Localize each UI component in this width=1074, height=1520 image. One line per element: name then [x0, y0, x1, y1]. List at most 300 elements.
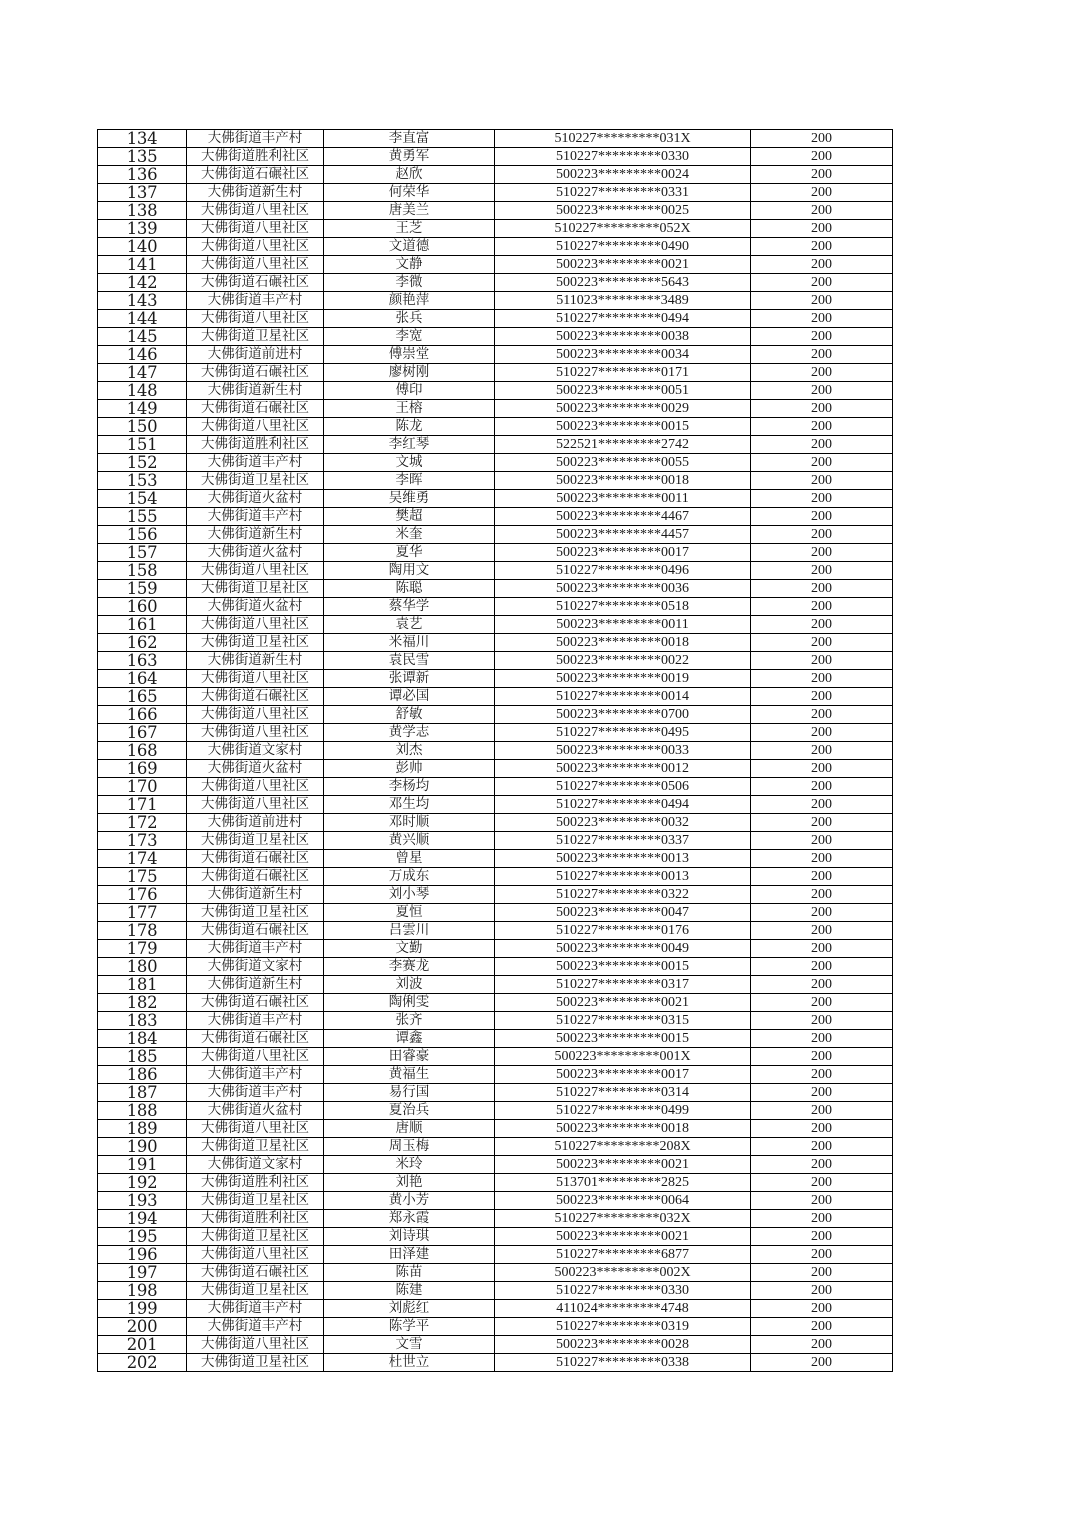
name-cell: 唐顺	[324, 1120, 495, 1138]
community-cell: 大佛街道丰产村	[187, 454, 324, 472]
row-number-cell: 166	[98, 706, 187, 724]
amount-cell: 200	[751, 508, 893, 526]
table-row	[98, 184, 893, 202]
table-row	[98, 796, 893, 814]
id-number-cell: 510227*********0331	[495, 184, 751, 202]
community-cell: 大佛街道新生村	[187, 976, 324, 994]
id-number-cell: 500223*********0018	[495, 1120, 751, 1138]
row-number-cell: 164	[98, 670, 187, 688]
table-row	[98, 454, 893, 472]
amount-cell: 200	[751, 184, 893, 202]
name-cell: 米福川	[324, 634, 495, 652]
row-number-cell: 202	[98, 1354, 187, 1372]
amount-cell: 200	[751, 598, 893, 616]
row-number-cell: 160	[98, 598, 187, 616]
id-number-cell: 500223*********0700	[495, 706, 751, 724]
row-number-cell: 193	[98, 1192, 187, 1210]
row-number-cell: 136	[98, 166, 187, 184]
name-cell: 吕雲川	[324, 922, 495, 940]
amount-cell: 200	[751, 1300, 893, 1318]
id-number-cell: 510227*********0337	[495, 832, 751, 850]
name-cell: 唐美兰	[324, 202, 495, 220]
table-row	[98, 652, 893, 670]
community-cell: 大佛街道石碾社区	[187, 1264, 324, 1282]
name-cell: 刘艳	[324, 1174, 495, 1192]
row-number-cell: 176	[98, 886, 187, 904]
community-cell: 大佛街道卫星社区	[187, 1228, 324, 1246]
community-cell: 大佛街道卫星社区	[187, 1192, 324, 1210]
id-number-cell: 510227*********0338	[495, 1354, 751, 1372]
name-cell: 陶用文	[324, 562, 495, 580]
community-cell: 大佛街道石碾社区	[187, 994, 324, 1012]
name-cell: 袁民雪	[324, 652, 495, 670]
amount-cell: 200	[751, 634, 893, 652]
name-cell: 李杨均	[324, 778, 495, 796]
row-number-cell: 146	[98, 346, 187, 364]
community-cell: 大佛街道石碾社区	[187, 166, 324, 184]
name-cell: 田睿豪	[324, 1048, 495, 1066]
name-cell: 黄福生	[324, 1066, 495, 1084]
table-row	[98, 922, 893, 940]
amount-cell: 200	[751, 274, 893, 292]
amount-cell: 200	[751, 472, 893, 490]
table-row	[98, 742, 893, 760]
amount-cell: 200	[751, 1030, 893, 1048]
community-cell: 大佛街道八里社区	[187, 670, 324, 688]
community-cell: 大佛街道火盆村	[187, 760, 324, 778]
name-cell: 陈聪	[324, 580, 495, 598]
name-cell: 夏恒	[324, 904, 495, 922]
name-cell: 陶俐雯	[324, 994, 495, 1012]
community-cell: 大佛街道丰产村	[187, 1318, 324, 1336]
row-number-cell: 173	[98, 832, 187, 850]
id-number-cell: 500223*********0051	[495, 382, 751, 400]
table-row	[98, 1192, 893, 1210]
id-number-cell: 500223*********0024	[495, 166, 751, 184]
table-row	[98, 1228, 893, 1246]
name-cell: 黄学志	[324, 724, 495, 742]
row-number-cell: 191	[98, 1156, 187, 1174]
name-cell: 文城	[324, 454, 495, 472]
amount-cell: 200	[751, 1228, 893, 1246]
amount-cell: 200	[751, 526, 893, 544]
amount-cell: 200	[751, 814, 893, 832]
name-cell: 樊超	[324, 508, 495, 526]
community-cell: 大佛街道八里社区	[187, 310, 324, 328]
table-row	[98, 292, 893, 310]
name-cell: 王榕	[324, 400, 495, 418]
amount-cell: 200	[751, 310, 893, 328]
data-table	[97, 129, 893, 1372]
name-cell: 夏华	[324, 544, 495, 562]
row-number-cell: 143	[98, 292, 187, 310]
community-cell: 大佛街道八里社区	[187, 1336, 324, 1354]
name-cell: 刘小琴	[324, 886, 495, 904]
id-number-cell: 510227*********0176	[495, 922, 751, 940]
amount-cell: 200	[751, 436, 893, 454]
name-cell: 袁艺	[324, 616, 495, 634]
table-row	[98, 958, 893, 976]
table-row	[98, 850, 893, 868]
table-row	[98, 400, 893, 418]
amount-cell: 200	[751, 1210, 893, 1228]
row-number-cell: 161	[98, 616, 187, 634]
name-cell: 陈苗	[324, 1264, 495, 1282]
community-cell: 大佛街道八里社区	[187, 1048, 324, 1066]
amount-cell: 200	[751, 976, 893, 994]
community-cell: 大佛街道八里社区	[187, 562, 324, 580]
community-cell: 大佛街道石碾社区	[187, 1030, 324, 1048]
name-cell: 刘波	[324, 976, 495, 994]
name-cell: 易行国	[324, 1084, 495, 1102]
name-cell: 廖树刚	[324, 364, 495, 382]
amount-cell: 200	[751, 382, 893, 400]
community-cell: 大佛街道胜利社区	[187, 1174, 324, 1192]
community-cell: 大佛街道文家村	[187, 742, 324, 760]
row-number-cell: 153	[98, 472, 187, 490]
row-number-cell: 158	[98, 562, 187, 580]
name-cell: 张齐	[324, 1012, 495, 1030]
community-cell: 大佛街道新生村	[187, 382, 324, 400]
name-cell: 郑永霞	[324, 1210, 495, 1228]
id-number-cell: 500223*********0019	[495, 670, 751, 688]
row-number-cell: 172	[98, 814, 187, 832]
community-cell: 大佛街道前进村	[187, 814, 324, 832]
row-number-cell: 150	[98, 418, 187, 436]
name-cell: 陈建	[324, 1282, 495, 1300]
id-number-cell: 500223*********0015	[495, 958, 751, 976]
table-row	[98, 1354, 893, 1372]
name-cell: 王芝	[324, 220, 495, 238]
community-cell: 大佛街道八里社区	[187, 418, 324, 436]
amount-cell: 200	[751, 1318, 893, 1336]
row-number-cell: 182	[98, 994, 187, 1012]
amount-cell: 200	[751, 1354, 893, 1372]
table-body	[98, 130, 893, 1372]
id-number-cell: 510227*********0490	[495, 238, 751, 256]
table-row	[98, 382, 893, 400]
id-number-cell: 500223*********0021	[495, 1156, 751, 1174]
name-cell: 谭鑫	[324, 1030, 495, 1048]
name-cell: 张谭新	[324, 670, 495, 688]
amount-cell: 200	[751, 328, 893, 346]
name-cell: 李赛龙	[324, 958, 495, 976]
id-number-cell: 510227*********0319	[495, 1318, 751, 1336]
amount-cell: 200	[751, 1336, 893, 1354]
name-cell: 张兵	[324, 310, 495, 328]
id-number-cell: 500223*********0021	[495, 1228, 751, 1246]
id-number-cell: 500223*********0038	[495, 328, 751, 346]
community-cell: 大佛街道卫星社区	[187, 904, 324, 922]
row-number-cell: 152	[98, 454, 187, 472]
id-number-cell: 500223*********0022	[495, 652, 751, 670]
table-row	[98, 1336, 893, 1354]
row-number-cell: 188	[98, 1102, 187, 1120]
community-cell: 大佛街道八里社区	[187, 778, 324, 796]
community-cell: 大佛街道丰产村	[187, 1066, 324, 1084]
id-number-cell: 500223*********0029	[495, 400, 751, 418]
amount-cell: 200	[751, 796, 893, 814]
table-row	[98, 1174, 893, 1192]
id-number-cell: 500223*********0036	[495, 580, 751, 598]
row-number-cell: 169	[98, 760, 187, 778]
name-cell: 舒敏	[324, 706, 495, 724]
table-row	[98, 1318, 893, 1336]
name-cell: 谭必国	[324, 688, 495, 706]
table-row	[98, 814, 893, 832]
row-number-cell: 194	[98, 1210, 187, 1228]
id-number-cell: 500223*********0013	[495, 850, 751, 868]
community-cell: 大佛街道卫星社区	[187, 328, 324, 346]
id-number-cell: 510227*********032X	[495, 1210, 751, 1228]
table-row	[98, 346, 893, 364]
row-number-cell: 180	[98, 958, 187, 976]
amount-cell: 200	[751, 778, 893, 796]
amount-cell: 200	[751, 1102, 893, 1120]
id-number-cell: 510227*********0499	[495, 1102, 751, 1120]
table-row	[98, 580, 893, 598]
row-number-cell: 137	[98, 184, 187, 202]
table-row	[98, 868, 893, 886]
community-cell: 大佛街道八里社区	[187, 256, 324, 274]
id-number-cell: 500223*********0033	[495, 742, 751, 760]
community-cell: 大佛街道胜利社区	[187, 436, 324, 454]
community-cell: 大佛街道卫星社区	[187, 1354, 324, 1372]
name-cell: 陈龙	[324, 418, 495, 436]
table-row	[98, 1066, 893, 1084]
community-cell: 大佛街道八里社区	[187, 724, 324, 742]
amount-cell: 200	[751, 850, 893, 868]
amount-cell: 200	[751, 238, 893, 256]
community-cell: 大佛街道新生村	[187, 652, 324, 670]
row-number-cell: 171	[98, 796, 187, 814]
community-cell: 大佛街道八里社区	[187, 238, 324, 256]
table-row	[98, 1282, 893, 1300]
amount-cell: 200	[751, 544, 893, 562]
amount-cell: 200	[751, 1012, 893, 1030]
amount-cell: 200	[751, 292, 893, 310]
name-cell: 吴维勇	[324, 490, 495, 508]
id-number-cell: 510227*********052X	[495, 220, 751, 238]
community-cell: 大佛街道八里社区	[187, 706, 324, 724]
name-cell: 万成东	[324, 868, 495, 886]
table-row	[98, 598, 893, 616]
name-cell: 彭帅	[324, 760, 495, 778]
name-cell: 邓生均	[324, 796, 495, 814]
name-cell: 米奎	[324, 526, 495, 544]
id-number-cell: 500223*********0047	[495, 904, 751, 922]
id-number-cell: 500223*********0012	[495, 760, 751, 778]
community-cell: 大佛街道八里社区	[187, 220, 324, 238]
community-cell: 大佛街道火盆村	[187, 490, 324, 508]
row-number-cell: 156	[98, 526, 187, 544]
community-cell: 大佛街道新生村	[187, 886, 324, 904]
amount-cell: 200	[751, 670, 893, 688]
id-number-cell: 500223*********4457	[495, 526, 751, 544]
row-number-cell: 138	[98, 202, 187, 220]
amount-cell: 200	[751, 1282, 893, 1300]
community-cell: 大佛街道胜利社区	[187, 1210, 324, 1228]
id-number-cell: 510227*********0495	[495, 724, 751, 742]
table-row	[98, 328, 893, 346]
table-row	[98, 616, 893, 634]
row-number-cell: 155	[98, 508, 187, 526]
row-number-cell: 198	[98, 1282, 187, 1300]
community-cell: 大佛街道文家村	[187, 958, 324, 976]
community-cell: 大佛街道新生村	[187, 526, 324, 544]
id-number-cell: 500223*********0049	[495, 940, 751, 958]
amount-cell: 200	[751, 832, 893, 850]
amount-cell: 200	[751, 148, 893, 166]
amount-cell: 200	[751, 580, 893, 598]
amount-cell: 200	[751, 994, 893, 1012]
table-row	[98, 940, 893, 958]
community-cell: 大佛街道八里社区	[187, 616, 324, 634]
community-cell: 大佛街道八里社区	[187, 202, 324, 220]
row-number-cell: 151	[98, 436, 187, 454]
id-number-cell: 510227*********0315	[495, 1012, 751, 1030]
row-number-cell: 159	[98, 580, 187, 598]
amount-cell: 200	[751, 1084, 893, 1102]
name-cell: 文雪	[324, 1336, 495, 1354]
name-cell: 赵欣	[324, 166, 495, 184]
table-row	[98, 1246, 893, 1264]
community-cell: 大佛街道胜利社区	[187, 148, 324, 166]
id-number-cell: 510227*********0330	[495, 148, 751, 166]
id-number-cell: 510227*********0322	[495, 886, 751, 904]
table-row	[98, 166, 893, 184]
amount-cell: 200	[751, 1048, 893, 1066]
table-row	[98, 1030, 893, 1048]
id-number-cell: 510227*********0014	[495, 688, 751, 706]
row-number-cell: 197	[98, 1264, 187, 1282]
row-number-cell: 163	[98, 652, 187, 670]
id-number-cell: 500223*********0011	[495, 490, 751, 508]
table-row	[98, 490, 893, 508]
row-number-cell: 179	[98, 940, 187, 958]
name-cell: 刘彪红	[324, 1300, 495, 1318]
id-number-cell: 510227*********0314	[495, 1084, 751, 1102]
row-number-cell: 147	[98, 364, 187, 382]
name-cell: 黄小芳	[324, 1192, 495, 1210]
row-number-cell: 175	[98, 868, 187, 886]
amount-cell: 200	[751, 940, 893, 958]
id-number-cell: 510227*********0496	[495, 562, 751, 580]
row-number-cell: 165	[98, 688, 187, 706]
id-number-cell: 510227*********0506	[495, 778, 751, 796]
community-cell: 大佛街道八里社区	[187, 1246, 324, 1264]
community-cell: 大佛街道前进村	[187, 346, 324, 364]
table-row	[98, 508, 893, 526]
community-cell: 大佛街道石碾社区	[187, 688, 324, 706]
table-row	[98, 472, 893, 490]
amount-cell: 200	[751, 724, 893, 742]
id-number-cell: 500223*********002X	[495, 1264, 751, 1282]
community-cell: 大佛街道丰产村	[187, 1084, 324, 1102]
community-cell: 大佛街道新生村	[187, 184, 324, 202]
row-number-cell: 170	[98, 778, 187, 796]
amount-cell: 200	[751, 886, 893, 904]
id-number-cell: 500223*********0028	[495, 1336, 751, 1354]
row-number-cell: 199	[98, 1300, 187, 1318]
row-number-cell: 149	[98, 400, 187, 418]
amount-cell: 200	[751, 490, 893, 508]
community-cell: 大佛街道石碾社区	[187, 274, 324, 292]
table-row	[98, 256, 893, 274]
community-cell: 大佛街道卫星社区	[187, 472, 324, 490]
id-number-cell: 500223*********5643	[495, 274, 751, 292]
name-cell: 邓时顺	[324, 814, 495, 832]
row-number-cell: 201	[98, 1336, 187, 1354]
amount-cell: 200	[751, 418, 893, 436]
name-cell: 夏治兵	[324, 1102, 495, 1120]
name-cell: 刘杰	[324, 742, 495, 760]
name-cell: 李红琴	[324, 436, 495, 454]
table-row	[98, 130, 893, 148]
row-number-cell: 187	[98, 1084, 187, 1102]
community-cell: 大佛街道石碾社区	[187, 400, 324, 418]
table-row	[98, 274, 893, 292]
row-number-cell: 142	[98, 274, 187, 292]
row-number-cell: 134	[98, 130, 187, 148]
amount-cell: 200	[751, 1156, 893, 1174]
id-number-cell: 500223*********0017	[495, 1066, 751, 1084]
amount-cell: 200	[751, 400, 893, 418]
row-number-cell: 189	[98, 1120, 187, 1138]
table-row	[98, 976, 893, 994]
table-row	[98, 238, 893, 256]
row-number-cell: 178	[98, 922, 187, 940]
row-number-cell: 139	[98, 220, 187, 238]
name-cell: 李直富	[324, 130, 495, 148]
community-cell: 大佛街道卫星社区	[187, 634, 324, 652]
community-cell: 大佛街道卫星社区	[187, 1282, 324, 1300]
amount-cell: 200	[751, 1264, 893, 1282]
amount-cell: 200	[751, 202, 893, 220]
table-row	[98, 562, 893, 580]
amount-cell: 200	[751, 562, 893, 580]
table-row	[98, 1210, 893, 1228]
community-cell: 大佛街道丰产村	[187, 1012, 324, 1030]
id-number-cell: 411024*********4748	[495, 1300, 751, 1318]
row-number-cell: 154	[98, 490, 187, 508]
id-number-cell: 510227*********208X	[495, 1138, 751, 1156]
row-number-cell: 184	[98, 1030, 187, 1048]
table-row	[98, 1264, 893, 1282]
table-row	[98, 886, 893, 904]
id-number-cell: 500223*********0018	[495, 472, 751, 490]
amount-cell: 200	[751, 220, 893, 238]
table-row	[98, 688, 893, 706]
table-row	[98, 778, 893, 796]
table-row	[98, 202, 893, 220]
name-cell: 蔡华学	[324, 598, 495, 616]
amount-cell: 200	[751, 1120, 893, 1138]
table-row	[98, 724, 893, 742]
row-number-cell: 177	[98, 904, 187, 922]
community-cell: 大佛街道石碾社区	[187, 364, 324, 382]
name-cell: 傅印	[324, 382, 495, 400]
community-cell: 大佛街道文家村	[187, 1156, 324, 1174]
community-cell: 大佛街道丰产村	[187, 292, 324, 310]
table-row	[98, 1120, 893, 1138]
row-number-cell: 145	[98, 328, 187, 346]
amount-cell: 200	[751, 1192, 893, 1210]
community-cell: 大佛街道丰产村	[187, 1300, 324, 1318]
row-number-cell: 148	[98, 382, 187, 400]
amount-cell: 200	[751, 1138, 893, 1156]
id-number-cell: 500223*********0055	[495, 454, 751, 472]
